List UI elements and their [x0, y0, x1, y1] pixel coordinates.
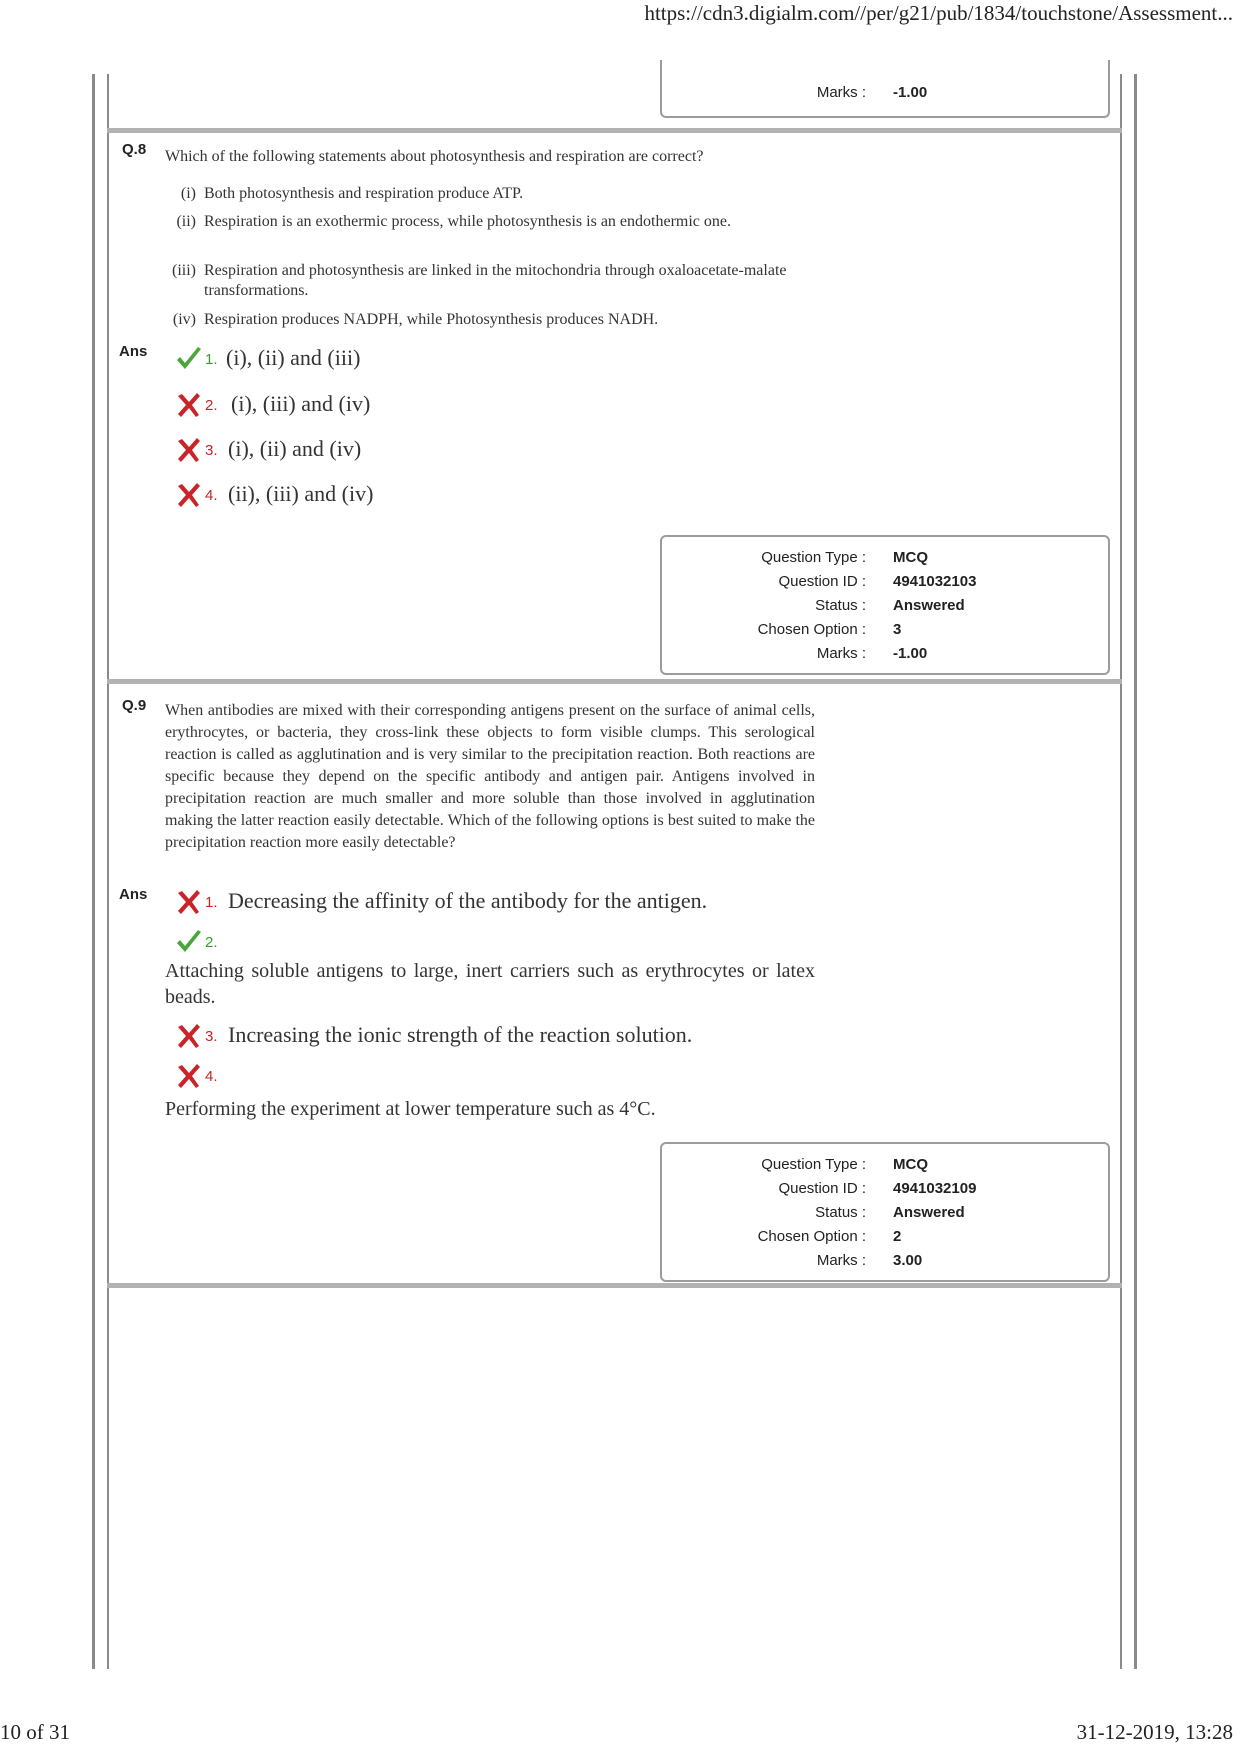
- option-text: Increasing the ionic strength of the reaction solution.: [228, 1022, 693, 1047]
- question-number: Q.9: [122, 697, 147, 714]
- option-text: (i), (ii) and (iv): [228, 436, 362, 461]
- frame-right-outer: [1134, 74, 1137, 1669]
- cross-icon: [175, 1062, 203, 1090]
- chosen-option-label: Chosen Option :: [757, 1228, 866, 1245]
- check-icon: [175, 345, 203, 373]
- cross-icon: [175, 1022, 203, 1050]
- answer-option-wrong: [175, 391, 575, 425]
- option-number: 1.: [205, 351, 218, 368]
- question-type-label: Question Type :: [761, 1156, 866, 1173]
- statement-numeral: (ii): [176, 213, 196, 230]
- statement-item: [172, 261, 824, 301]
- frame-left-inner: [107, 74, 109, 1669]
- statement-text: Respiration is an exothermic process, while photosynthesis is an endothermic one.: [204, 213, 731, 230]
- question-number: Q.8: [122, 141, 147, 158]
- question-divider: [107, 1283, 1122, 1288]
- question-type-value: MCQ: [893, 1156, 928, 1173]
- option-number: 1.: [205, 894, 218, 911]
- option-number: 3.: [205, 442, 218, 459]
- option-text: (i), (iii) and (iv): [231, 391, 371, 416]
- marks-label: Marks :: [816, 1252, 866, 1269]
- answer-option-wrong: [175, 481, 575, 515]
- answer-option-wrong: [175, 1022, 815, 1056]
- status-row: [662, 1204, 1108, 1228]
- question-type-value: MCQ: [893, 549, 928, 566]
- cross-icon: [175, 888, 203, 916]
- frame-left-outer: [92, 74, 95, 1669]
- status-value: Answered: [893, 597, 965, 614]
- statement-item: [180, 184, 816, 204]
- option-text: Performing the experiment at lower temperature such as 4°C.: [165, 1098, 656, 1120]
- cross-icon: [175, 436, 203, 464]
- frame-right-inner: [1120, 74, 1122, 1669]
- question-id-value: 4941032109: [893, 1180, 977, 1197]
- answer-option-wrong: [175, 1062, 255, 1096]
- status-label: Status :: [815, 1204, 866, 1221]
- question-type-label: Question Type :: [761, 549, 866, 566]
- question-id-row: [662, 573, 1108, 597]
- question-divider: [107, 128, 1122, 133]
- chosen-option-row: [662, 621, 1108, 645]
- statement-item: [172, 310, 816, 330]
- check-icon: [175, 928, 203, 956]
- question-info-box: [660, 535, 1110, 675]
- status-row: [662, 597, 1108, 621]
- chosen-option-value: 3: [893, 621, 902, 638]
- page-number: 10 of 31: [0, 1720, 70, 1744]
- status-value: Answered: [893, 1204, 965, 1221]
- question-type-row: [662, 1156, 1108, 1180]
- question-info-box: [660, 1142, 1110, 1282]
- answer-option-wrong: [175, 436, 575, 470]
- print-datetime: 31-12-2019, 13:28: [1076, 1720, 1233, 1744]
- question-id-value: 4941032103: [893, 573, 977, 590]
- prev-question-info-box: [660, 60, 1110, 118]
- option-number: 4.: [205, 487, 218, 504]
- marks-value: 3.00: [893, 1252, 923, 1269]
- option-text: Decreasing the affinity of the antibody for the antigen.: [228, 888, 708, 913]
- question-text: When antibodies are mixed with their corresponding antigens present on the surface of animal cells, erythrocytes, or bacteria, they cross-link these objects to form visible clumps. This serological reaction is called as agglutination and is very similar to the precipitation reaction. Both reactions are specific because they depend on the specific antibody and antigen pair. Antigens involved in precipitation reaction are much smaller and more soluble than those involved in agglutination making the latter reaction easily detectable. Which of the following options is best suited to make the precipitation reaction more easily detectable?: [165, 702, 815, 851]
- statement-text: Respiration produces NADPH, while Photosynthesis produces NADH.: [204, 311, 659, 328]
- cross-icon: [175, 391, 203, 419]
- option-number: 3.: [205, 1028, 218, 1045]
- option-number: 2.: [205, 934, 218, 951]
- marks-label: Marks :: [816, 84, 866, 101]
- question-id-row: [662, 1180, 1108, 1204]
- chosen-option-value: 2: [893, 1228, 902, 1245]
- option-text: Attaching soluble antigens to large, inert carriers such as erythrocytes or latex beads.: [165, 960, 815, 1008]
- statement-numeral: (i): [180, 185, 196, 202]
- question-text: Which of the following statements about photosynthesis and respiration are correct?: [165, 148, 704, 165]
- option-text: (ii), (iii) and (iv): [228, 481, 374, 506]
- answer-option-wrong: [175, 888, 815, 922]
- marks-row: [662, 645, 1108, 669]
- answer-option-correct: [175, 928, 255, 962]
- question-type-row: [662, 549, 1108, 573]
- question-id-label: Question ID :: [778, 573, 866, 590]
- statement-item: [176, 212, 789, 232]
- option-number: 4.: [205, 1068, 218, 1085]
- statement-numeral: (iv): [172, 311, 196, 328]
- answer-label: Ans: [119, 886, 148, 903]
- marks-label: Marks :: [816, 645, 866, 662]
- statement-text: Respiration and photosynthesis are linked in the mitochondria through oxaloacetate-malate transformations.: [204, 262, 787, 299]
- question-id-label: Question ID :: [778, 1180, 866, 1197]
- chosen-option-row: [662, 1228, 1108, 1252]
- answer-option-correct: [175, 345, 575, 379]
- marks-row: [662, 84, 1108, 108]
- marks-value: -1.00: [893, 84, 928, 101]
- statement-numeral: (iii): [172, 262, 196, 279]
- statement-text: Both photosynthesis and respiration produce ATP.: [204, 185, 524, 202]
- option-number: 2.: [205, 397, 218, 414]
- page-url: https://cdn3.digialm.com//per/g21/pub/1834/touchstone/Assessment...: [644, 1, 1233, 25]
- status-label: Status :: [815, 597, 866, 614]
- answer-label: Ans: [119, 343, 148, 360]
- chosen-option-label: Chosen Option :: [757, 621, 866, 638]
- marks-value: -1.00: [893, 645, 928, 662]
- question-divider: [107, 679, 1122, 684]
- cross-icon: [175, 481, 203, 509]
- option-text: (i), (ii) and (iii): [226, 345, 361, 370]
- marks-row: [662, 1252, 1108, 1276]
